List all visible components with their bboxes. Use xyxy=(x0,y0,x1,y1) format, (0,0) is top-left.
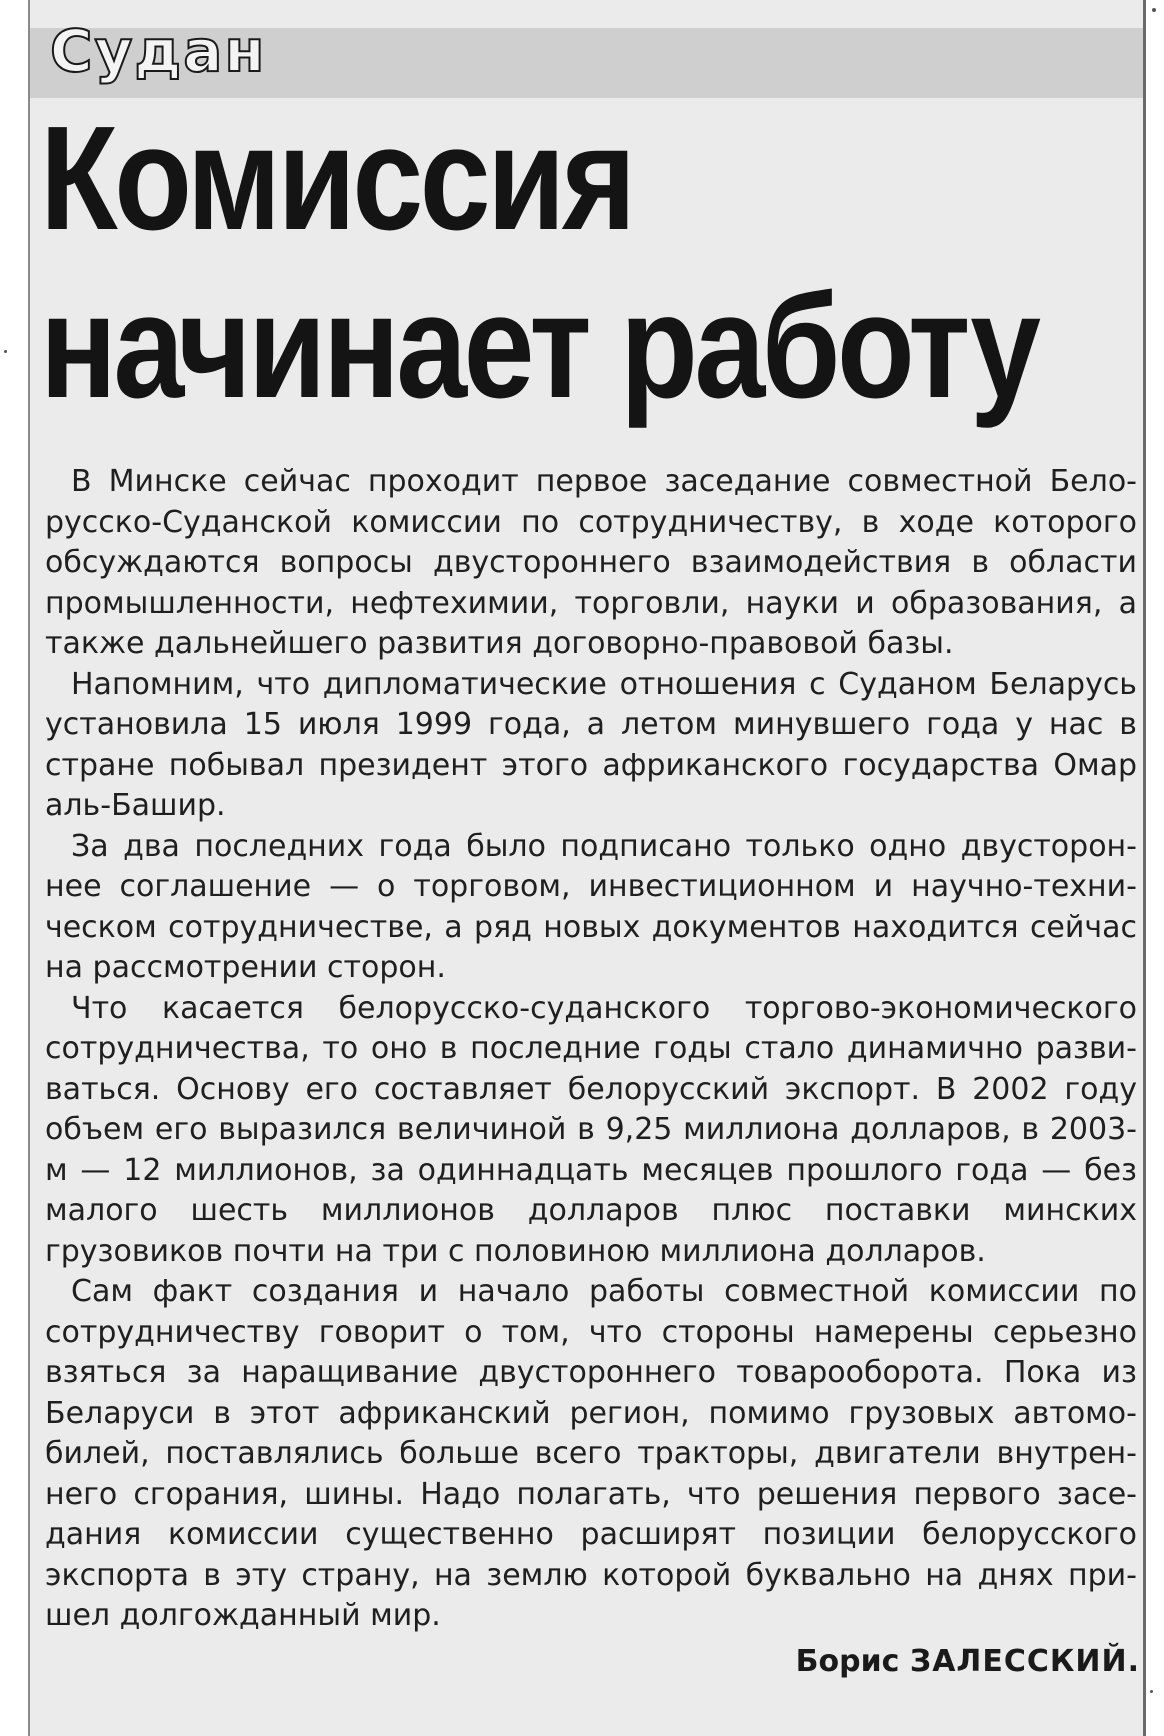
paragraph-3: За два последних года было подписано только одно двустороннее соглашение — о торговом, инвестиционном и научно-техническом сотрудничестве, а ряд новых документов находится сейчас на рассмотрении сторон. xyxy=(45,828,1137,985)
author-first-name: Борис xyxy=(795,1644,900,1679)
scan-speck xyxy=(1150,1690,1153,1693)
paragraph-2: Напомним, что дипломатические отношения с Суданом Беларусь установила 15 июля 1999 года, а летом минувшего года у нас в стране побывал президент этого африканского государства Омар аль-Башир. xyxy=(45,666,1137,823)
clipping-right-edge xyxy=(1143,0,1146,1736)
headline-line-1: Комиссия xyxy=(40,96,633,261)
paragraph-1: В Минске сейчас проходит первое заседание совместной Белорусско-Суданской комиссии по сотрудничеству, в ходе которого обсуждаются вопросы двустороннего взаимодействия в области промышленности, нефтехимии, торговли, науки и образования, а также дальнейшего развития договорно-правовой базы. xyxy=(45,464,1137,661)
paragraph-4: Что касается белорусско-суданского торгово-экономического сотрудничества, то оно в последние годы стало динамично развиваться. Основу его составляет белорусский экспорт. В 2002 году объем его выразился величиной в 9,25 миллиона долларов, в 2003-м — 12 миллионов, за одиннадцать месяцев прошлого года — без малого шесть миллионов долларов плюс поставки минских грузовиков почти на три с половиною миллиона долларов. xyxy=(45,990,1137,1269)
scan-speck xyxy=(4,350,7,353)
rubric-label: Судан xyxy=(50,17,267,85)
article-headline xyxy=(40,95,1038,431)
article-body xyxy=(45,462,1137,1637)
scan-speck xyxy=(1152,8,1156,12)
headline-line-2: начинает работу xyxy=(40,264,1038,429)
paragraph-5: Сам факт создания и начало работы совместной комиссии по сотрудничеству говорит о том, что стороны намерены серьезно взяться за наращивание двустороннего товарооборота. Пока из Беларуси в этот африканский регион, помимо грузовых автомобилей, поставлялись больше всего тракторы, двигатели внутреннего сгорания, шины. Надо полагать, что решения первого заседания комиссии существенно расширят позиции белорусского экспорта в эту страну, на землю которой буквально на днях пришел долгожданный мир. xyxy=(45,1274,1137,1633)
clipping-left-edge xyxy=(28,0,30,1736)
author-byline xyxy=(795,1644,1140,1679)
author-surname: ЗАЛЕССКИЙ. xyxy=(909,1644,1140,1679)
